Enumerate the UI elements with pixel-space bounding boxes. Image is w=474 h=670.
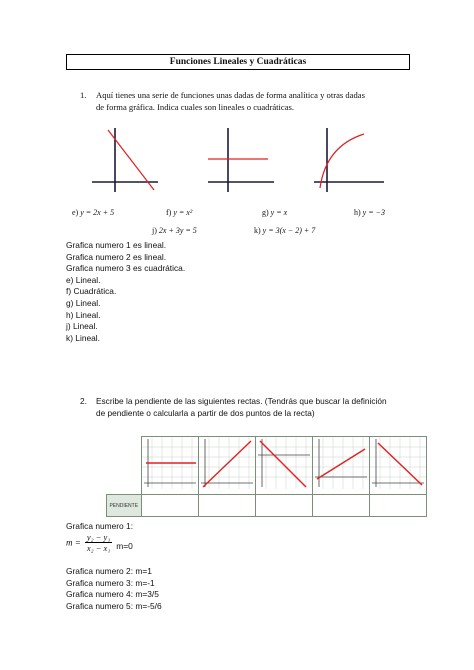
empty-cell <box>107 437 142 495</box>
question-2-line-2: de pendiente o calcularla a partir de dos puntos de la recta) <box>96 408 315 418</box>
answer-line: g) Lineal. <box>66 297 101 308</box>
question-2-line-1: Escribe la pendiente de las siguientes rectas. (Tendrás que buscar la definición <box>96 396 387 406</box>
answer-line: Grafica numero 3 es cuadrática. <box>66 263 186 274</box>
answer-2-intro: Grafica numero 1: <box>66 521 134 531</box>
slope-graph-4 <box>312 437 369 495</box>
formula-result: m=0 <box>116 540 133 551</box>
graph-thumb-2 <box>199 437 255 489</box>
function-k: k) y = 3(x − 2) + 7 <box>254 226 316 235</box>
answer-line: j) Lineal. <box>66 321 98 332</box>
question-1-line-2: de forma gráfica. Indica cuales son lineales o cuadráticas. <box>96 102 295 112</box>
function-f: f) y = x² <box>166 208 193 217</box>
formula-numerator: y₂ − y₁ <box>86 532 111 542</box>
question-2-number: 2. <box>80 396 87 406</box>
answer-line: Grafica numero 2 es lineal. <box>66 251 167 262</box>
answers-2 <box>66 566 162 612</box>
function-h: h) y = −3 <box>354 208 386 217</box>
graph-2-constant-line <box>206 126 276 194</box>
slope-answer-cell[interactable] <box>369 495 426 517</box>
graph-thumb-4 <box>313 437 369 489</box>
slope-answer-cell[interactable] <box>255 495 312 517</box>
page-title: Funciones Lineales y Cuadráticas <box>66 54 410 70</box>
slope-answer-cell[interactable] <box>198 495 255 517</box>
answer-line: e) Lineal. <box>66 274 101 285</box>
graph-1-decreasing-line <box>90 126 160 194</box>
graph-thumb-1 <box>142 437 198 489</box>
slope-table <box>106 436 427 517</box>
function-j: j) 2x + 3y = 5 <box>152 226 197 235</box>
question-1-line-1: Aquí tienes una serie de funciones unas dadas de forma analítica y otras dadas <box>96 90 365 100</box>
slope-formula <box>66 532 133 553</box>
answer-line: Grafica numero 4: m=3/5 <box>66 589 159 600</box>
graph-thumb-5 <box>370 437 426 489</box>
question-1-number: 1. <box>80 90 87 100</box>
slope-graph-5 <box>369 437 426 495</box>
answer-line: Grafica numero 1 es lineal. <box>66 240 167 250</box>
answer-line: k) Lineal. <box>66 332 100 343</box>
slope-graph-1 <box>141 437 198 495</box>
slope-answer-cell[interactable] <box>312 495 369 517</box>
graph-3-curve <box>312 126 386 194</box>
answers-1 <box>66 240 185 344</box>
answer-line: f) Cuadrática. <box>66 286 117 297</box>
function-e: e) y = 2x + 5 <box>72 208 115 217</box>
slope-answer-cell[interactable] <box>141 495 198 517</box>
pendiente-label: PENDIENTE <box>107 495 142 517</box>
formula-denominator: x₂ − x₁ <box>86 543 111 553</box>
answer-line: h) Lineal. <box>66 309 101 320</box>
function-g: g) y = x <box>262 208 288 217</box>
slope-graph-2 <box>198 437 255 495</box>
formula-fraction <box>85 532 112 553</box>
formula-lhs: m = <box>66 537 81 548</box>
slope-graph-3 <box>255 437 312 495</box>
answer-line: Grafica numero 2: m=1 <box>66 566 152 576</box>
graph-thumb-3 <box>256 437 312 489</box>
answer-line: Grafica numero 5: m=-5/6 <box>66 600 162 611</box>
answer-line: Grafica numero 3: m=-1 <box>66 577 155 588</box>
